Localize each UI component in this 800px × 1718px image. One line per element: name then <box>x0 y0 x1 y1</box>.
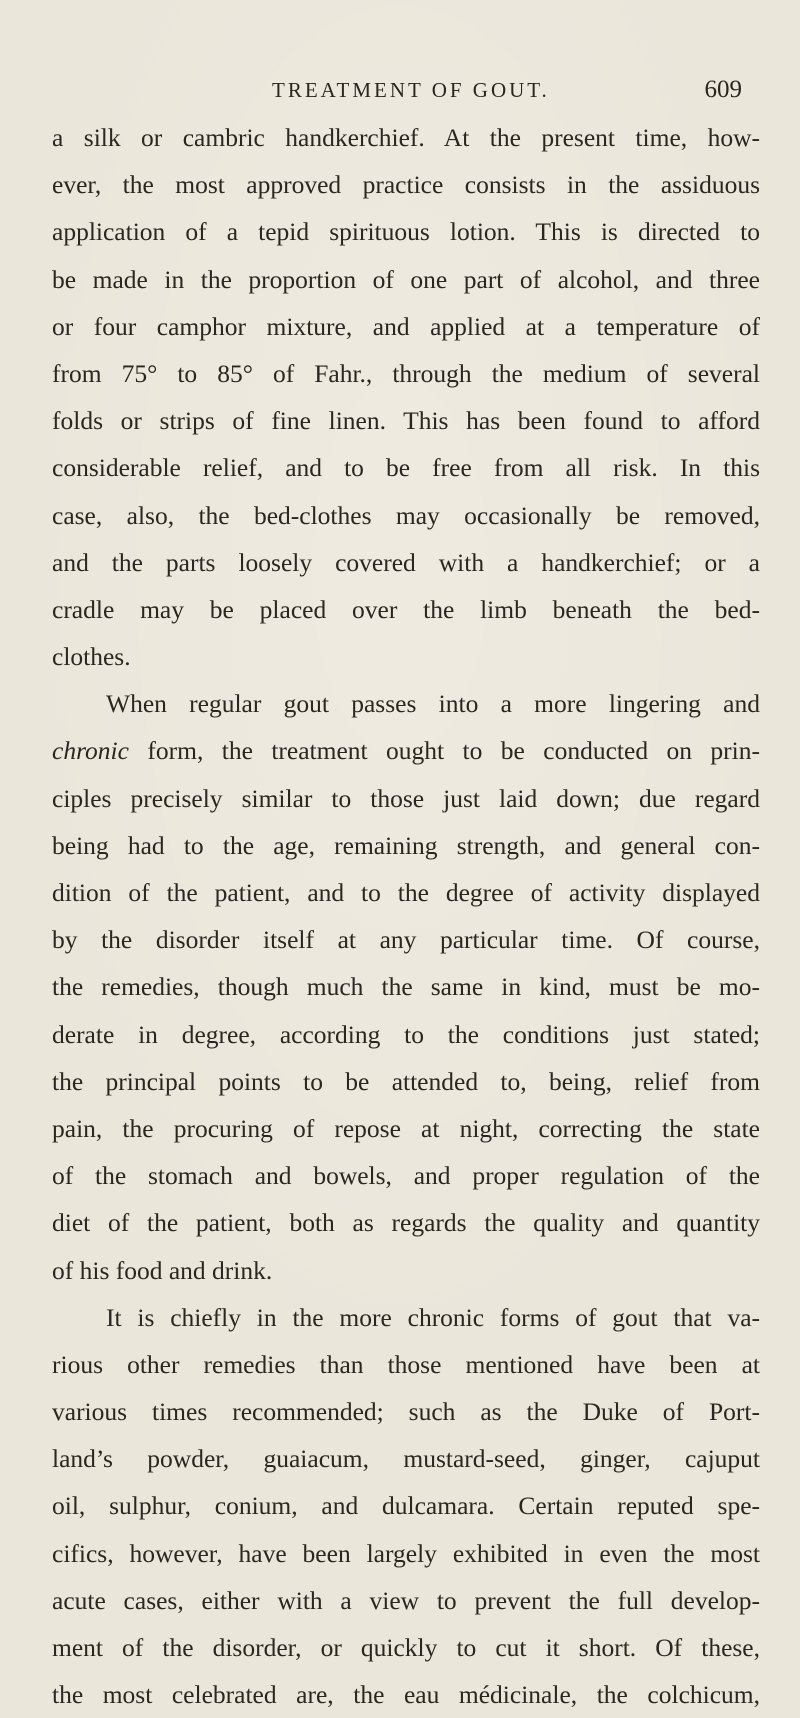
text-line: be made in the proportion of one part of alcohol, and three <box>52 264 760 294</box>
text-line: When regular gout passes into a more lingering and <box>106 689 760 719</box>
page-number: 609 <box>704 76 742 103</box>
text-line: ever, the most approved practice consists in the assiduous <box>52 170 760 200</box>
text-line: acute cases, either with a view to prevent the full develop- <box>52 1585 760 1615</box>
text-line: application of a tepid spirituous lotion. This is directed to <box>52 217 760 247</box>
text-line: cradle may be placed over the limb beneath the bed- <box>52 594 760 624</box>
text-line: being had to the age, remaining strength, and general con- <box>52 830 760 860</box>
text-line: clothes. <box>52 642 131 672</box>
text-line: cifics, however, have been largely exhibited in even the most <box>52 1538 760 1568</box>
text-line: It is chiefly in the more chronic forms of gout that va- <box>106 1302 760 1332</box>
text-line: various times recommended; such as the Duke of Port- <box>52 1397 760 1427</box>
text-line: oil, sulphur, conium, and dulcamara. Certain reputed spe- <box>52 1491 760 1521</box>
running-head <box>52 78 758 108</box>
text-line: rious other remedies than those mentioned have been at <box>52 1349 760 1379</box>
text-line: ciples precisely similar to those just laid down; due regard <box>52 783 760 813</box>
text-line: of the stomach and bowels, and proper regulation of the <box>52 1161 760 1191</box>
text-line: diet of the patient, both as regards the quality and quantity <box>52 1208 760 1238</box>
text-line: a silk or cambric handkerchief. At the present time, how- <box>52 123 760 152</box>
text-span: form, the treatment ought to be conducted on prin- <box>128 736 760 766</box>
text-line: ment of the disorder, or quickly to cut it short. Of these, <box>52 1633 760 1662</box>
text-line: folds or strips of fine linen. This has been found to afford <box>52 406 760 436</box>
text-line: and the parts loosely covered with a handkerchief; or a <box>52 547 760 577</box>
text-line: case, also, the bed-clothes may occasionally be removed, <box>52 500 760 530</box>
text-line: by the disorder itself at any particular time. Of course, <box>52 925 760 955</box>
running-title: TREATMENT OF GOUT. <box>272 78 550 102</box>
italic-word: chronic <box>52 736 129 766</box>
text-line: or four camphor mixture, and applied at a temperature of <box>52 311 760 341</box>
text-line <box>52 727 760 774</box>
text-line: from 75° to 85° of Fahr., through the medium of several <box>52 358 760 388</box>
text-line: the principal points to be attended to, being, relief from <box>52 1066 760 1096</box>
body-text <box>52 114 760 1718</box>
text-line: land’s powder, guaiacum, mustard-seed, ginger, cajuput <box>52 1444 760 1474</box>
text-line: of his food and drink. <box>52 1255 273 1285</box>
text-line: considerable relief, and to be free from all risk. In this <box>52 453 760 483</box>
text-line: dition of the patient, and to the degree of activity displayed <box>52 878 760 907</box>
text-line: derate in degree, according to the conditions just stated; <box>52 1019 760 1049</box>
text-line: the most celebrated are, the eau médicinale, the colchicum, <box>52 1680 760 1710</box>
text-line: the remedies, though much the same in kind, must be mo- <box>52 972 760 1002</box>
text-line: pain, the procuring of repose at night, correcting the state <box>52 1113 760 1143</box>
